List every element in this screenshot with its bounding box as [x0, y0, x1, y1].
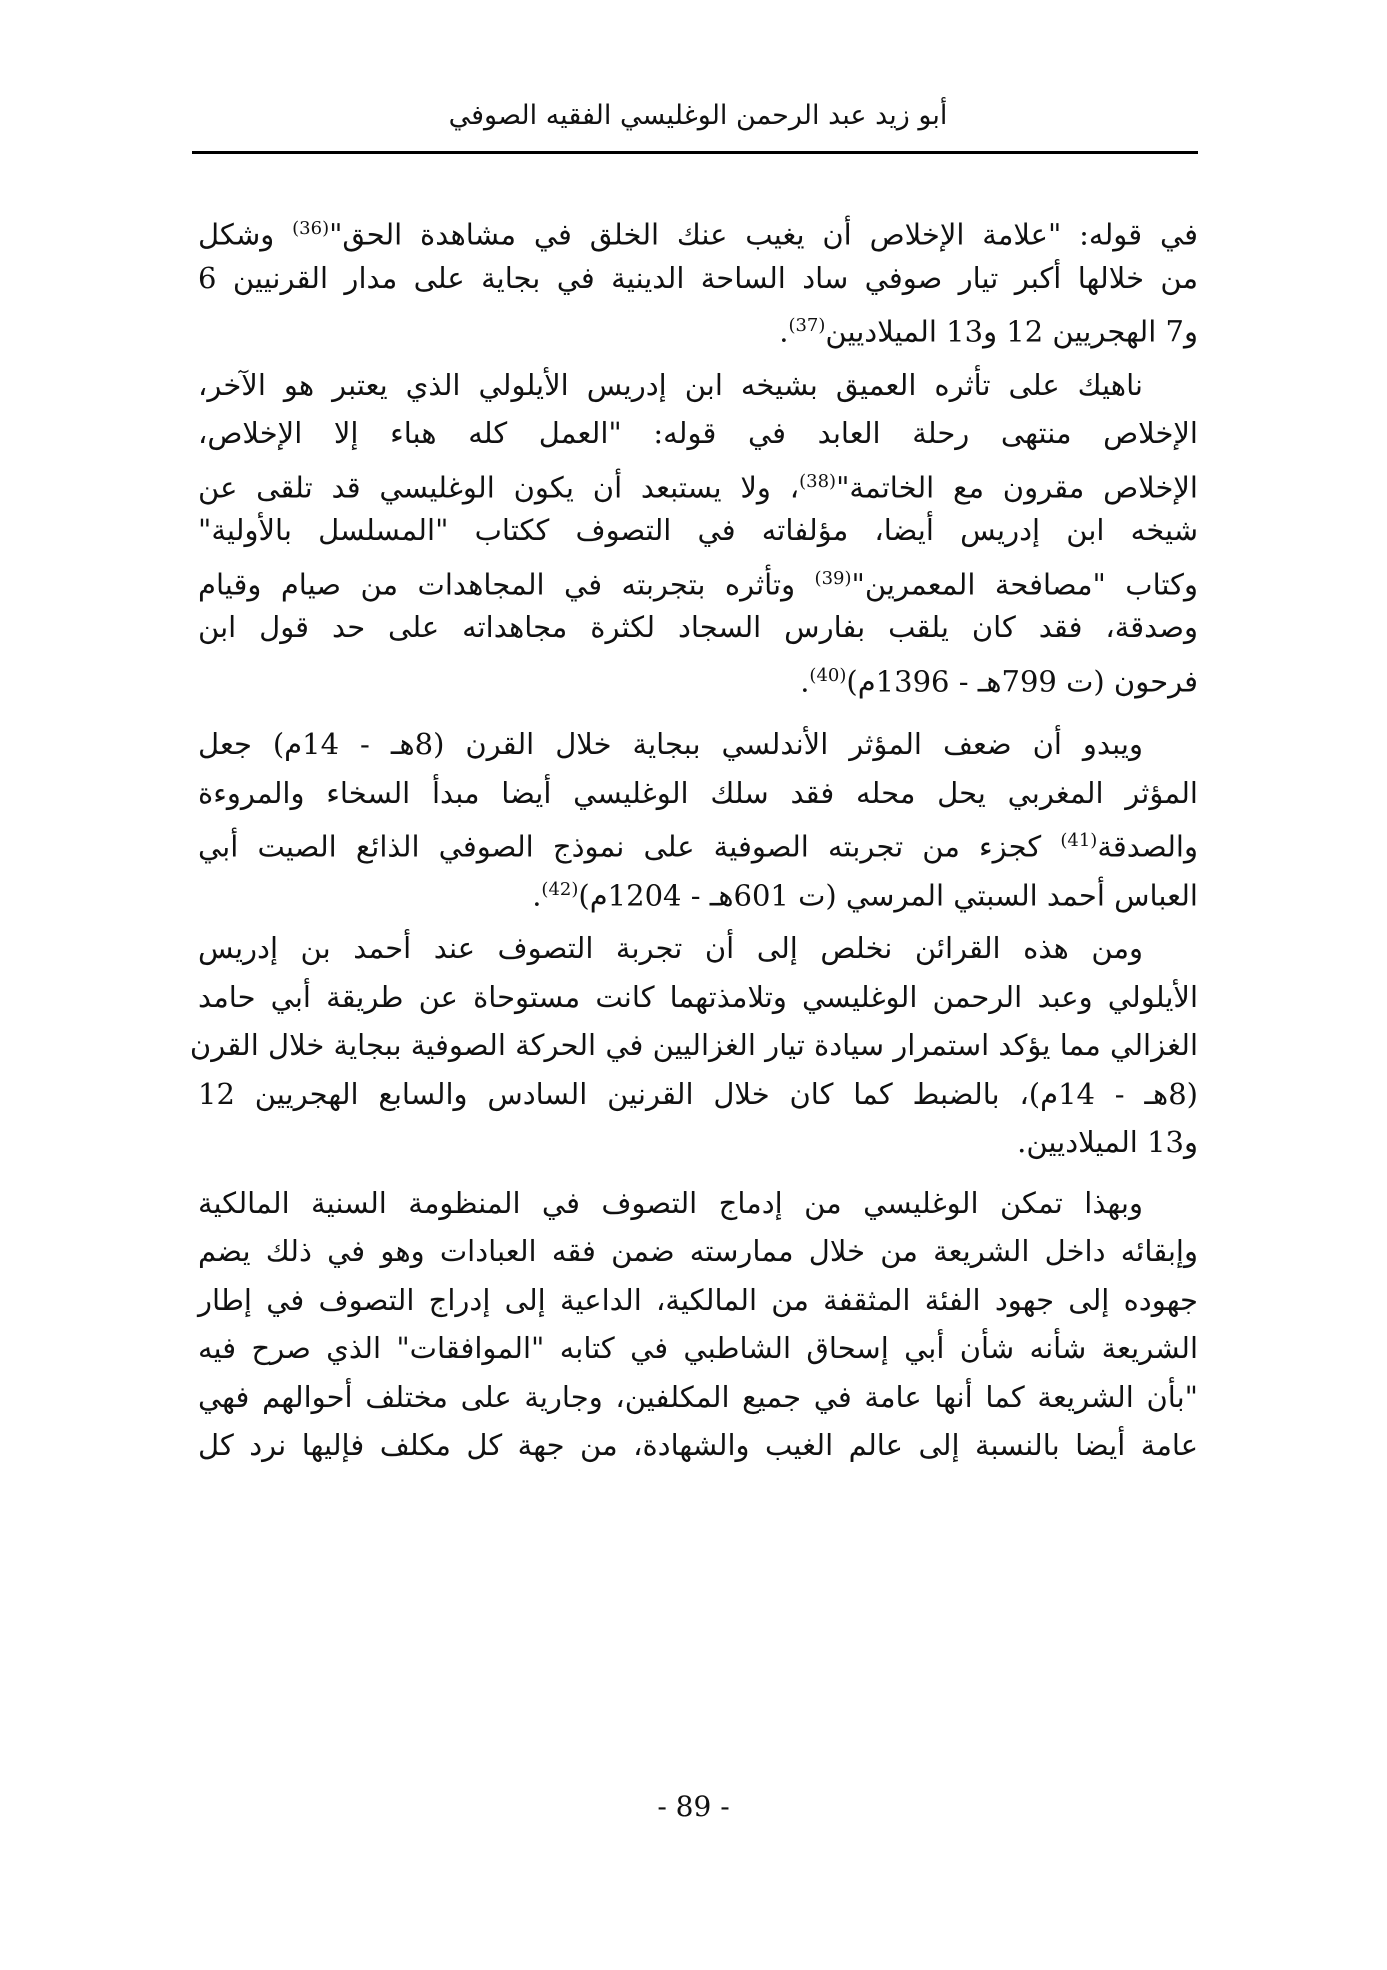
text-line: وإبقائه داخل الشريعة من خلال ممارسته ضمن فقه العبادات وهو في ذلك يضم	[198, 1234, 1198, 1268]
text-line: ويبدو أن ضعف المؤثر الأندلسي ببجاية خلال القرن (8هـ - 14م) جعل	[198, 727, 1143, 761]
page-number: - 89 -	[657, 1790, 730, 1823]
paragraph	[198, 720, 1198, 914]
footnote-ref: (37)	[788, 315, 826, 336]
footnote-ref: (36)	[292, 218, 330, 239]
text-line: والصدقة$^{(41)}$ كجزء من تجربته الصوفية على نموذج الصوفي الذائع الصيت أبي	[198, 829, 1198, 864]
text-line: شيخه ابن إدريس أيضا، مؤلفاته في التصوف ككتاب "المسلسل بالأولية"	[198, 513, 1198, 547]
paragraph	[189, 924, 1198, 1167]
text-line: ناهيك على تأثره العميق بشيخه ابن إدريس الأيلولي الذي يعتبر هو الآخر،	[198, 367, 1143, 402]
text-line: من خلالها أكبر تيار صوفي ساد الساحة الدينية في بجاية على مدار القرنيين 6	[198, 260, 1198, 295]
text-line: و13 الميلاديين.	[1017, 1125, 1198, 1159]
text-line: وبهذا تمكن الوغليسي من إدماج التصوف في المنظومة السنية المالكية	[198, 1185, 1143, 1220]
text-line: و7 الهجريين 12 و13 الميلاديين$^{(37)}$.	[779, 314, 1198, 349]
running-header: أبو زيد عبد الرحمن الوغليسي الفقيه الصوفي	[448, 100, 948, 131]
text-line: الغزالي مما يؤكد استمرار سيادة تيار الغزاليين في الحركة الصوفية ببجاية خلال القرن	[189, 1028, 1198, 1062]
footnote-ref: (39)	[814, 567, 852, 589]
footnote-ref: (41)	[1060, 830, 1098, 851]
text-line: المؤثر المغربي يحل محله فقد سلك الوغليسي أيضا مبدأ السخاء والمروءة	[198, 775, 1198, 810]
text-line: فرحون (ت 799هـ - 1396م)$^{(40)}$.	[800, 664, 1198, 699]
text-line: في قوله: "علامة الإخلاص أن يغيب عنك الخلق في مشاهدة الحق"$^{(36)}$ وشكل	[198, 217, 1199, 252]
text-line: وكتاب "مصافحة المعمرين"$^{(39)}$ وتأثره بتجربته في المجاهدات من صيام وقيام	[198, 567, 1198, 602]
paragraph	[198, 205, 1198, 351]
text-line: وصدقة، فقد كان يلقب بفارس السجاد لكثرة مجاهداته على حد قول ابن	[198, 610, 1198, 644]
text-line: عامة أيضا بالنسبة إلى عالم الغيب والشهادة، من جهة كل مكلف فإليها نرد كل	[198, 1428, 1198, 1462]
footnote-ref: (40)	[809, 664, 847, 686]
text-line: العباس أحمد السبتي المرسي (ت 601هـ - 1204م)$^{(42)}$.	[532, 878, 1198, 913]
text-line: الإخلاص منتهى رحلة العابد في قوله: "العمل كله هباء إلا الإخلاص،	[198, 416, 1198, 450]
footnote-ref: (42)	[541, 878, 579, 900]
footnote-ref: (38)	[799, 470, 837, 492]
paragraph	[198, 361, 1198, 701]
text-line: الإخلاص مقرون مع الخاتمة"$^{(38)}$، ولا يستبعد أن يكون الوغليسي قد تلقى عن	[198, 470, 1198, 505]
header-rule	[192, 151, 1198, 154]
text-line: (8هـ - 14م)، بالضبط كما كان خلال القرنين السادس والسابع الهجريين 12	[198, 1076, 1198, 1111]
text-line: ومن هذه القرائن نخلص إلى أن تجربة التصوف عند أحمد بن إدريس	[198, 931, 1143, 965]
page-body	[189, 205, 1199, 1470]
paragraph	[198, 1179, 1198, 1470]
text-line: "بأن الشريعة كما أنها عامة في جميع المكلفين، وجارية على مختلف أحوالهم فهي	[198, 1379, 1198, 1414]
text-line: الشريعة شأنه شأن أبي إسحاق الشاطبي في كتابه "الموافقات" الذي صرح فيه	[198, 1331, 1198, 1365]
text-line: جهوده إلى جهود الفئة المثقفة من المالكية، الداعية إلى إدراج التصوف في إطار	[198, 1282, 1198, 1317]
text-line: الأيلولي وعبد الرحمن الوغليسي وتلامذتهما كانت مستوحاة عن طريقة أبي حامد	[198, 979, 1198, 1014]
